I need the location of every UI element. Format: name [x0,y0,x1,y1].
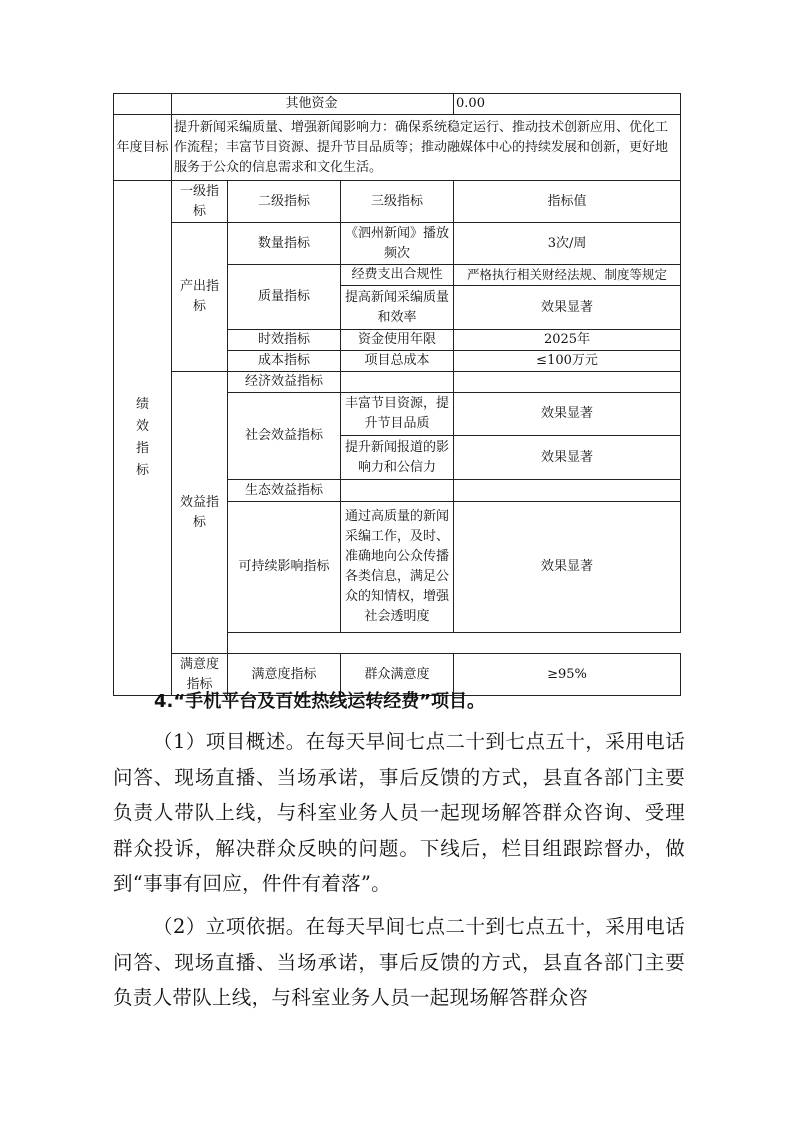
social-value-1: 效果显著 [454,393,681,436]
quality-label: 质量指标 [228,265,341,330]
timeliness-label: 时效指标 [228,330,341,351]
annual-goal-text: 提升新闻采编质量、增强新闻影响力：确保系统稳定运行、推动技术创新应用、优化工作流程；丰富节目资源、提升节目品质等；推动融媒体中心的持续发展和创新，更好地服务于公众的信息需求和文化生活。 [172,115,681,181]
perf-label: 绩效指标 [114,181,172,696]
quality-l3-1: 经费支出合规性 [341,265,454,286]
cost-l3: 项目总成本 [341,351,454,372]
quality-value-2: 效果显著 [454,286,681,330]
quantity-l3: 《泗州新闻》播放频次 [341,223,454,265]
other-funds-value: 0.00 [454,94,681,115]
paragraph-overview: （1）项目概述。在每天早间七点二十到七点五十，采用电话问答、现场直播、当场承诺，事后反馈的方式，县直各部门主要负责人带队上线，与科室业务人员一起现场解答群众咨询、受理群众投诉，解决群众反映的问题。下线后，栏目组跟踪督办，做到“事事有回应，件件有着落”。 [113,730,685,895]
performance-table [113,93,681,696]
economic-label: 经济效益指标 [228,372,341,393]
social-l3-2: 提升新闻报道的影响力和公信力 [341,436,454,480]
sustain-label: 可持续影响指标 [228,502,341,633]
quantity-label: 数量指标 [228,223,341,265]
table-header-row [114,181,681,223]
social-value-2: 效果显著 [454,436,681,480]
output-label: 产出指标 [172,223,228,372]
header-level2: 二级指标 [228,181,341,223]
header-level1: 一级指标 [172,181,228,223]
paragraph-basis: （2）立项依据。在每天早间七点二十到七点五十，采用电话问答、现场直播、当场承诺，事后反馈的方式，县直各部门主要负责人带队上线，与科室业务人员一起现场解答群众咨 [113,915,685,1009]
timeliness-l3: 资金使用年限 [341,330,454,351]
satisfaction-l2: 满意度指标 [228,654,341,696]
satisfaction-l3: 群众满意度 [341,654,454,696]
section-heading: 4.“手机平台及百姓热线运转经费”项目。 [154,691,486,712]
satisfaction-l1: 满意度指标 [172,654,228,696]
annual-goal-label: 年度目标 [114,115,172,181]
header-level3: 三级指标 [341,181,454,223]
header-value: 指标值 [454,181,681,223]
cost-label: 成本指标 [228,351,341,372]
sustain-l3: 通过高质量的新闻采编工作，及时、准确地向公众传播各类信息，满足公众的知情权，增强社会透明度 [341,502,454,633]
sustain-value: 效果显著 [454,502,681,633]
social-label: 社会效益指标 [228,393,341,480]
quality-l3-2: 提高新闻采编质量和效率 [341,286,454,330]
table-row [114,115,681,181]
table-row [114,372,681,393]
satisfaction-value: ≥95% [454,654,681,696]
ecological-label: 生态效益指标 [228,480,341,502]
timeliness-value: 2025年 [454,330,681,351]
other-funds-label: 其他资金 [172,94,454,115]
social-l3-1: 丰富节目资源，提升节目品质 [341,393,454,436]
benefit-label: 效益指标 [172,372,228,654]
table-row [114,223,681,265]
table-row [114,94,681,115]
quality-value-1: 严格执行相关财经法规、制度等规定 [454,265,681,286]
cost-value: ≤100万元 [454,351,681,372]
quantity-value: 3次/周 [454,223,681,265]
